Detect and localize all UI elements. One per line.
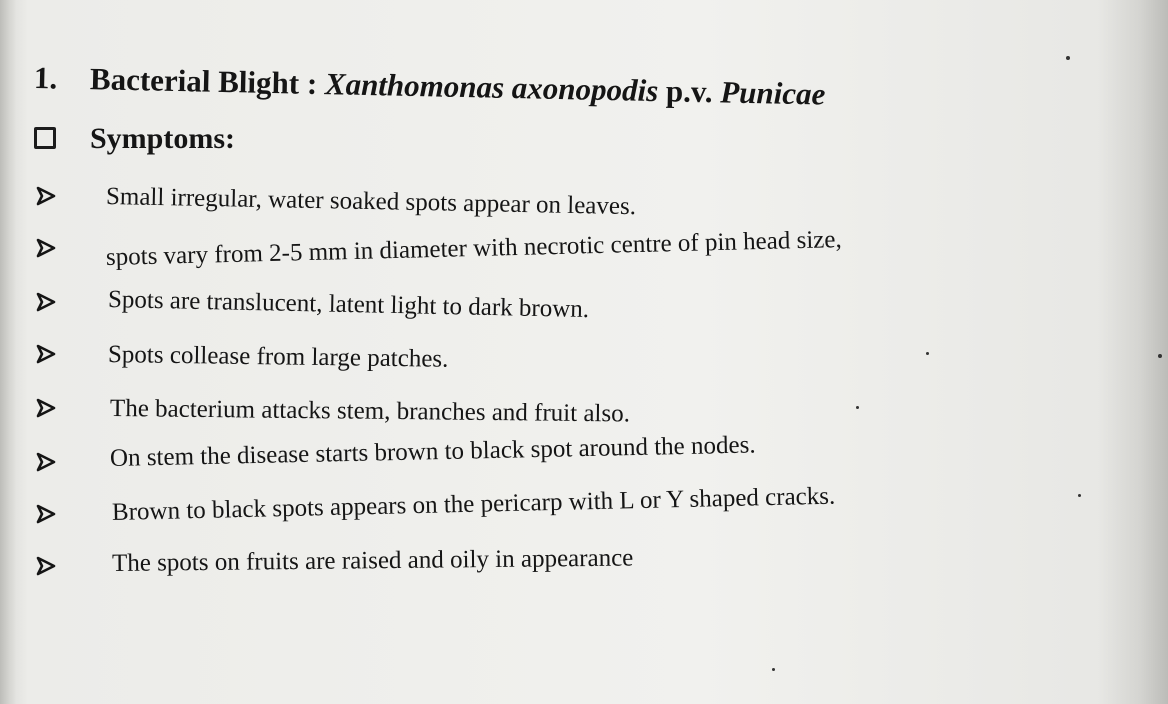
heading-number: 1. xyxy=(33,60,58,96)
ink-speck xyxy=(1078,494,1081,497)
arrowhead-icon xyxy=(36,452,56,472)
page-left-edge-shadow xyxy=(0,0,16,704)
list-item xyxy=(108,286,590,324)
symptoms-heading xyxy=(34,122,235,156)
list-item-text: Brown to black spots appears on the pericarp with L or Y shaped cracks. xyxy=(111,482,836,526)
list-item xyxy=(112,483,836,527)
arrowhead-icon xyxy=(36,556,56,576)
page-right-edge-shadow xyxy=(1098,0,1168,704)
ink-speck xyxy=(1158,354,1162,358)
list-item xyxy=(110,431,756,473)
heading-pathovar: Punicae xyxy=(719,74,826,112)
arrowhead-icon xyxy=(36,238,56,258)
list-item-text: Spots are translucent, latent light to dark brown. xyxy=(107,286,590,324)
list-item-text: The spots on fruits are raised and oily in appearance xyxy=(111,544,634,577)
arrowhead-icon xyxy=(36,504,56,524)
list-item xyxy=(110,395,630,428)
heading-pathovar-abbr: p.v. xyxy=(657,73,721,110)
list-item xyxy=(108,341,449,374)
symptoms-label: Symptoms: xyxy=(90,122,236,155)
arrowhead-icon xyxy=(36,344,56,364)
list-item-text: Small irregular, water soaked spots appear on leaves. xyxy=(105,183,637,221)
section-heading xyxy=(34,60,935,115)
list-item xyxy=(112,545,634,578)
arrowhead-icon xyxy=(36,186,56,206)
checkbox-icon xyxy=(34,127,56,149)
ink-speck xyxy=(772,668,775,671)
ink-speck xyxy=(926,352,929,355)
arrowhead-icon xyxy=(36,292,56,312)
list-item-text: spots vary from 2-5 mm in diameter with necrotic centre of pin head size, xyxy=(105,226,842,271)
list-item-text: On stem the disease starts brown to black spot around the nodes. xyxy=(109,431,756,472)
heading-title: Bacterial Blight : xyxy=(89,61,326,102)
heading-pathogen: Xanthomonas axonopodis xyxy=(324,66,659,109)
ink-speck xyxy=(856,406,859,409)
list-item-text: Spots collease from large patches. xyxy=(107,341,449,373)
ink-speck xyxy=(1066,56,1070,60)
arrowhead-icon xyxy=(36,398,56,418)
list-item-text: The bacterium attacks stem, branches and fruit also. xyxy=(109,395,631,428)
list-item xyxy=(106,226,842,272)
list-item xyxy=(106,183,637,221)
